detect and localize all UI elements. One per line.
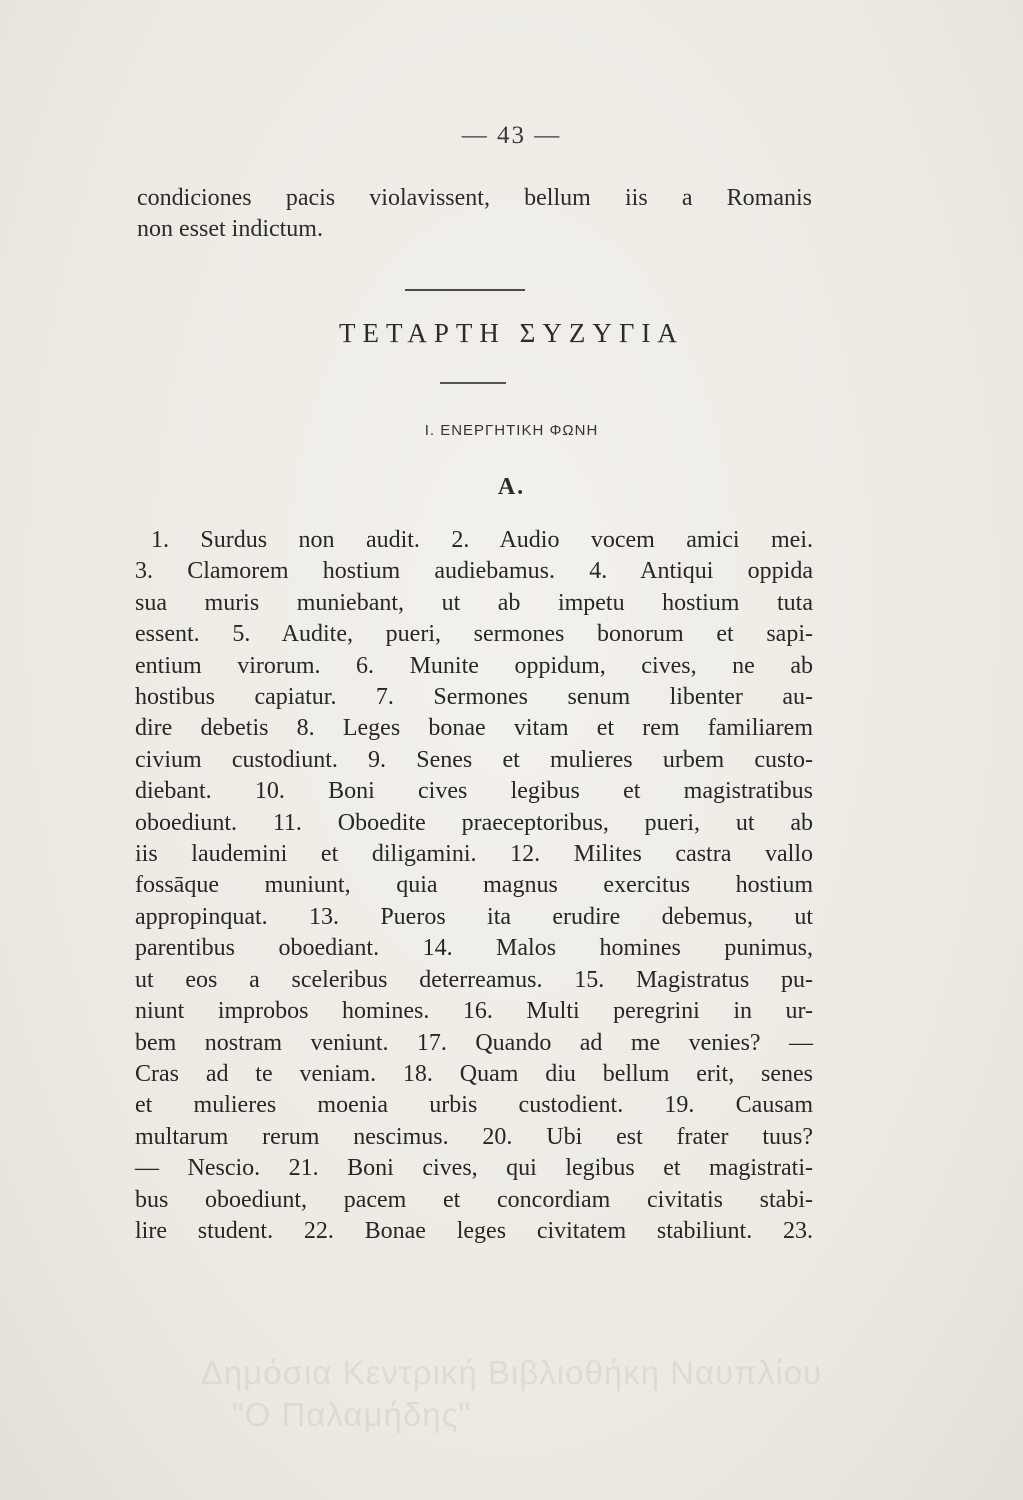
watermark-line: Δημόσια Κεντρική Βιβλιοθήκη Ναυπλίου bbox=[200, 1354, 823, 1391]
exercise-line: 3. Clamorem hostium audiebamus. 4. Antiqui oppida bbox=[135, 558, 813, 585]
library-watermark bbox=[0, 1352, 1023, 1436]
exercise-line: fossāque muniunt, quia magnus exercitus hostium bbox=[135, 872, 813, 899]
exercise-line: multarum rerum nescimus. 20. Ubi est frater tuus? bbox=[135, 1123, 813, 1150]
chapter-title: ΤΕΤΑΡΤΗ ΣΥΖΥΓΙΑ bbox=[339, 318, 684, 348]
exercise-line: Cras ad te veniam. 18. Quam diu bellum erit, senes bbox=[135, 1060, 813, 1087]
exercise-line: sua muris muniebant, ut ab impetu hostium tuta bbox=[135, 589, 813, 616]
exercise-line: appropinquat. 13. Pueros ita erudire debemus, ut bbox=[135, 903, 813, 930]
watermark-line: "Ο Παλαμήδης" bbox=[232, 1396, 472, 1433]
exercise-line: lire student. 22. Bonae leges civitatem stabiliunt. 23. bbox=[135, 1217, 813, 1244]
exercise-line: et mulieres moenia urbis custodient. 19. Causam bbox=[135, 1092, 813, 1119]
exercise-line: parentibus oboediant. 14. Malos homines punimus, bbox=[135, 935, 813, 962]
exercise-line: bus oboediunt, pacem et concordiam civitatis stabi- bbox=[135, 1186, 813, 1213]
exercise-line: essent. 5. Audite, pueri, sermones bonorum et sapi- bbox=[135, 621, 813, 648]
exercise-text bbox=[135, 525, 813, 1247]
exercise-line: niunt improbos homines. 16. Multi peregrini in ur- bbox=[135, 998, 813, 1025]
page-number: — 43 — bbox=[461, 122, 562, 149]
exercise-line: ut eos a sceleribus deterreamus. 15. Magistratus pu- bbox=[135, 966, 813, 993]
intro-line: condiciones pacis violavissent, bellum iis a Romanis bbox=[137, 185, 812, 211]
exercise-line: — Nescio. 21. Boni cives, qui legibus et magistrati- bbox=[135, 1155, 813, 1182]
exercise-line: iis laudemini et diligamini. 12. Milites castra vallo bbox=[135, 841, 813, 868]
section-divider-top bbox=[405, 289, 525, 291]
section-divider-bottom bbox=[440, 382, 506, 384]
exercise-line: civium custodiunt. 9. Senes et mulieres urbem custo- bbox=[135, 746, 813, 773]
exercise-line: hostibus capiatur. 7. Sermones senum libenter au- bbox=[135, 684, 813, 711]
exercise-line: dire debetis 8. Leges bonae vitam et rem familiarem bbox=[135, 715, 813, 742]
exercise-line: 1. Surdus non audit. 2. Audio vocem amici mei. bbox=[151, 527, 813, 553]
section-heading: I. ΕΝΕΡΓΗΤΙΚΗ ΦΩΝΗ bbox=[424, 422, 599, 439]
intro-paragraph bbox=[137, 183, 812, 245]
exercise-line: bem nostram veniunt. 17. Quando ad me venies? — bbox=[135, 1029, 813, 1056]
exercise-line: oboediunt. 11. Oboedite praeceptoribus, pueri, ut ab bbox=[135, 809, 813, 836]
subsection-letter: A. bbox=[497, 474, 526, 500]
exercise-line: diebant. 10. Boni cives legibus et magistratibus bbox=[135, 778, 813, 805]
exercise-line: entium virorum. 6. Munite oppidum, cives, ne ab bbox=[135, 652, 813, 679]
intro-line: non esset indictum. bbox=[137, 216, 323, 242]
